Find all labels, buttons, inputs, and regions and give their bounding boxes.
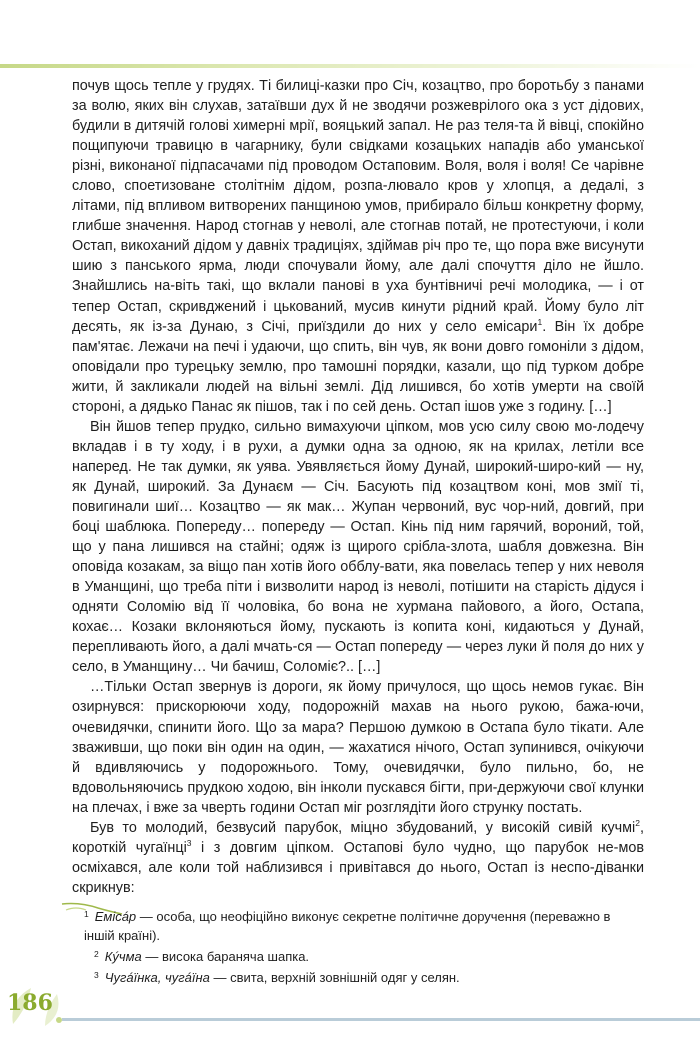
footnote-term: Емісáр [94, 909, 137, 924]
paragraph-1-end: . Він їх добре пам'ятає. Лежачи на печі і удаючи, що спить, він чув, як вони довго гомоніли з дідом, оповідали про турецьку землю, про тамошні порядки, казали, що під турком добре жити, й закликали людей на вільні землі. Дід лишився, бо хотів умерти на своїй стороні, а дядько Панас як пішов, так і по сей день. Остап ішов уже з годину. […] [72, 318, 644, 415]
paragraph-4-text-b: , короткій чугаїнці [72, 819, 644, 856]
footnote-ref-2: 2 [635, 817, 640, 828]
footnote-2 [84, 945, 644, 966]
paragraph-3: …Тільки Остап звернув із дороги, як йому причулося, що щось немов гукає. Він озирнувся: прискорюючи ходу, подорожній махав на нього рукою, бажа-ючи, очевидячки, спинити його. Що за мара? Першою думкою в Остапа було тікати. Але зваживши, що поки він один на один, — жахатися нічого, Остап зупинився, очікуючи й вдивляючись у подорожнього. Тому, очевидячки, було пильно, бо, не вдовольняючись прудкою ходою, він інколи пускався бігти, при-держуючи свої клунки на плечах, і вже за чверть години Остап міг розглядіти його струнку постать. [72, 679, 644, 816]
footnote-text: — особа, що неофіційно виконує секретне політичне доручення (переважно в іншій країні). [84, 909, 611, 943]
footnote-number: 2 [94, 949, 99, 959]
footnote-ref-1: 1 [537, 316, 543, 327]
paragraph-4-text-c: і з довгим ціпком. Остапові було чудно, що парубок не-мов осміхався, але коли той наблизився і привітався до нього, Остап із неспо-діванки скрикнув: [72, 839, 644, 896]
footnote-ref-3: 3 [186, 837, 192, 848]
page-number-badge [5, 980, 65, 1030]
paragraph-2: Він йшов тепер прудко, сильно вимахуючи ціпком, мов усю силу свою мо-лодечу вкладав і в ту ходу, і в рухи, а думки одна за одною, як на крилах, летіли все наперед. Не так думки, як уява. Увявляється йому Дунай, широкий-широ-кий — ну, як Дунай, широкий. За Дунаєм — Січ. Басують під козацтвом коні, мов змії ті, повигинали шиї… Козацтво — як мак… Жупан червоний, вус чор-ний, довгий, при боці шаблюка. Попереду… попереду — Остап. Кінь під ним гарячий, вороний, той, що у пана лишився на стайні; одяж із щирого срібла-злота, шабля довжезна. Він оповіда козакам, за віщо пан хотів його обблу-вати, яка повелась тепер у них неволя в Уманщині, що треба піти і визволити народ із неволі, потішити на старість дідуся і одняти Соломію від її чоловіка, бо вона не хурмана пайового, а його, Остапа, кохає… Козаки вклоняються йому, пускають із копита коні, кидаються у Дунай, перепливають його, а далі мчать-ся — Остап попереду — через луки й поля до них у село, в Уманщину… Чи бачиш, Соломіє?.. […] [72, 418, 644, 676]
footnote-1 [84, 905, 644, 945]
footnote-term: Кýчма [104, 949, 142, 964]
page-body [72, 76, 644, 898]
paragraph-1 [72, 76, 644, 417]
footnote-number: 1 [84, 909, 89, 919]
paragraph-1-text: почув щось тепле у грудях. Ті билиці-казки про Січ, козацтво, про боротьбу з панами за волю, яких він слухав, затаївши дух й не зводячи розжеврілого ока з уст дідових, будили в дитячій голові химерні мрії, вояцький запал. Не раз теля-та й вівці, спокійно пощипуючи травицю в чагарнику, були свідками козацьких нападів або уманської різні, виконаної підпасачами під проводом Остаповим. Воля, воля і воля! Се чарівне слово, споетизоване столітнім дідом, розпа-лювало кров у хлопця, а дедалі, з літами, під впливом витворених панщиною умов, прибирало більш конкретну форму, глибше значення. Народ стогнав у неволі, але стогнав потай, не протестуючи, і коли Остап, викоханий дідом у давніх традиціях, здіймав річ про те, що пора вже висунути шию з панського ярма, люди спочували йому, але далі спочуття діло не йшло. Знайшлись на-віть такі, що вклали панові в уха бунтівничі речі молодика, — і от тепер Остап, скривджений і цькований, мусив кинути рідний край. Йому було літ десять, як із-за Дунаю, з Січі, приїздили до них у село емісари [72, 78, 644, 335]
footnote-number: 3 [94, 970, 99, 980]
footnote-text: — свита, верхній зовнішній одяг у селян. [209, 970, 460, 985]
header-rule [0, 64, 700, 68]
footer-rule [62, 1018, 700, 1021]
footnote-3 [84, 966, 644, 987]
page-header-band [0, 0, 700, 62]
page-number: 186 [7, 990, 53, 1016]
footnotes [84, 905, 644, 987]
paragraph-4-text-a: Був то молодий, безвусий парубок, міцно збудований, у високій сивій кучмі [90, 819, 636, 836]
footnote-text: — висока бараняча шапка. [141, 949, 310, 964]
paragraph-4 [72, 818, 644, 898]
footnote-term: Чугáïнка, чугáïна [104, 970, 210, 985]
